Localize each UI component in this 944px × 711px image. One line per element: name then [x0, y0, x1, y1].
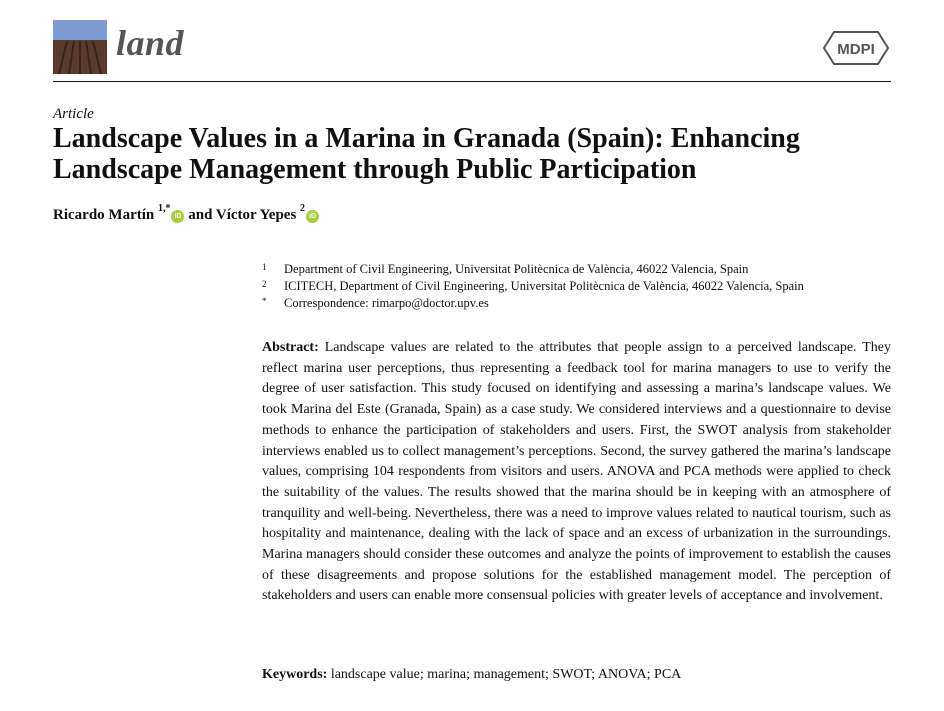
journal-name: land	[116, 23, 185, 63]
author-name: Ricardo Martín	[53, 207, 155, 223]
journal-logo	[53, 20, 107, 74]
correspondence-item	[262, 296, 902, 313]
orcid-icon[interactable]: iD	[306, 210, 319, 223]
abstract-label: Abstract:	[262, 340, 319, 355]
author-affiliation-mark: 2	[300, 203, 306, 214]
keywords	[262, 667, 891, 683]
correspondence-text: Correspondence: rimarpo@doctor.upv.es	[284, 296, 489, 310]
article-type: Article	[53, 106, 94, 122]
title-line-1: Landscape Values in a Marina in Granada (Spain): Enhancing	[53, 123, 800, 154]
affiliation-item	[262, 262, 902, 279]
author-affiliation-mark: 1,*	[157, 203, 171, 214]
publisher-logo	[822, 28, 890, 68]
article-title	[53, 123, 913, 185]
keywords-label: Keywords:	[262, 667, 328, 682]
abstract-text: Landscape values are related to the attributes that people assign to a perceived landscape. They reflect marina user perceptions, thus representing a feedback tool for marina managers to use to verify the degree of user satisfaction. This study focused on identifying and assessing a marina’s landscape values. We took Marina del Este (Granada, Spain) as a case study. We considered interviews and a questionnaire to devise methods to enhance the participation of stakeholders and users. First, the SWOT analysis from stakeholder interviews enabled us to collect management’s perceptions. Second, the survey gathered the marina’s landscape values, comprising 104 respondents from visitors and users. ANOVA and PCA methods were applied to check the suitability of the values. The results showed that the marina should be in keeping with an atmosphere of tranquility and well-being. Nevertheless, there was a need to improve values related to nautical tourism, such as hospitality and maintenance, dealing with the lack of space and an excess of urbanization in the surroundings. Marina managers should consider these outcomes and analyze the points of improvement to establish the causes of these disagreements and propose solutions for the established management model. The perception of stakeholders and users can enable more consensual policies with greater levels of acceptance and involvement.	[262, 340, 892, 604]
affiliation-text: ICITECH, Department of Civil Engineering, Universitat Politècnica de València, 46022 Valencia, Spain	[284, 279, 804, 293]
title-line-2: Landscape Management through Public Participation	[53, 154, 697, 185]
affiliation-mark: 1	[262, 262, 267, 272]
svg-text:MDPI: MDPI	[837, 41, 875, 58]
affiliation-mark: 2	[262, 279, 267, 289]
affiliation-list	[262, 262, 902, 313]
abstract	[262, 338, 891, 607]
affiliation-text: Department of Civil Engineering, Universitat Politècnica de València, 46022 Valencia, Spain	[284, 262, 749, 276]
affiliation-item	[262, 279, 902, 296]
orcid-icon[interactable]: iD	[171, 210, 184, 223]
keywords-text: landscape value; marina; management; SWOT; ANOVA; PCA	[330, 667, 682, 682]
affiliation-mark: *	[262, 296, 267, 306]
author-name: and Víctor Yepes	[188, 207, 297, 223]
header-divider	[53, 81, 891, 82]
author-list	[53, 203, 319, 224]
